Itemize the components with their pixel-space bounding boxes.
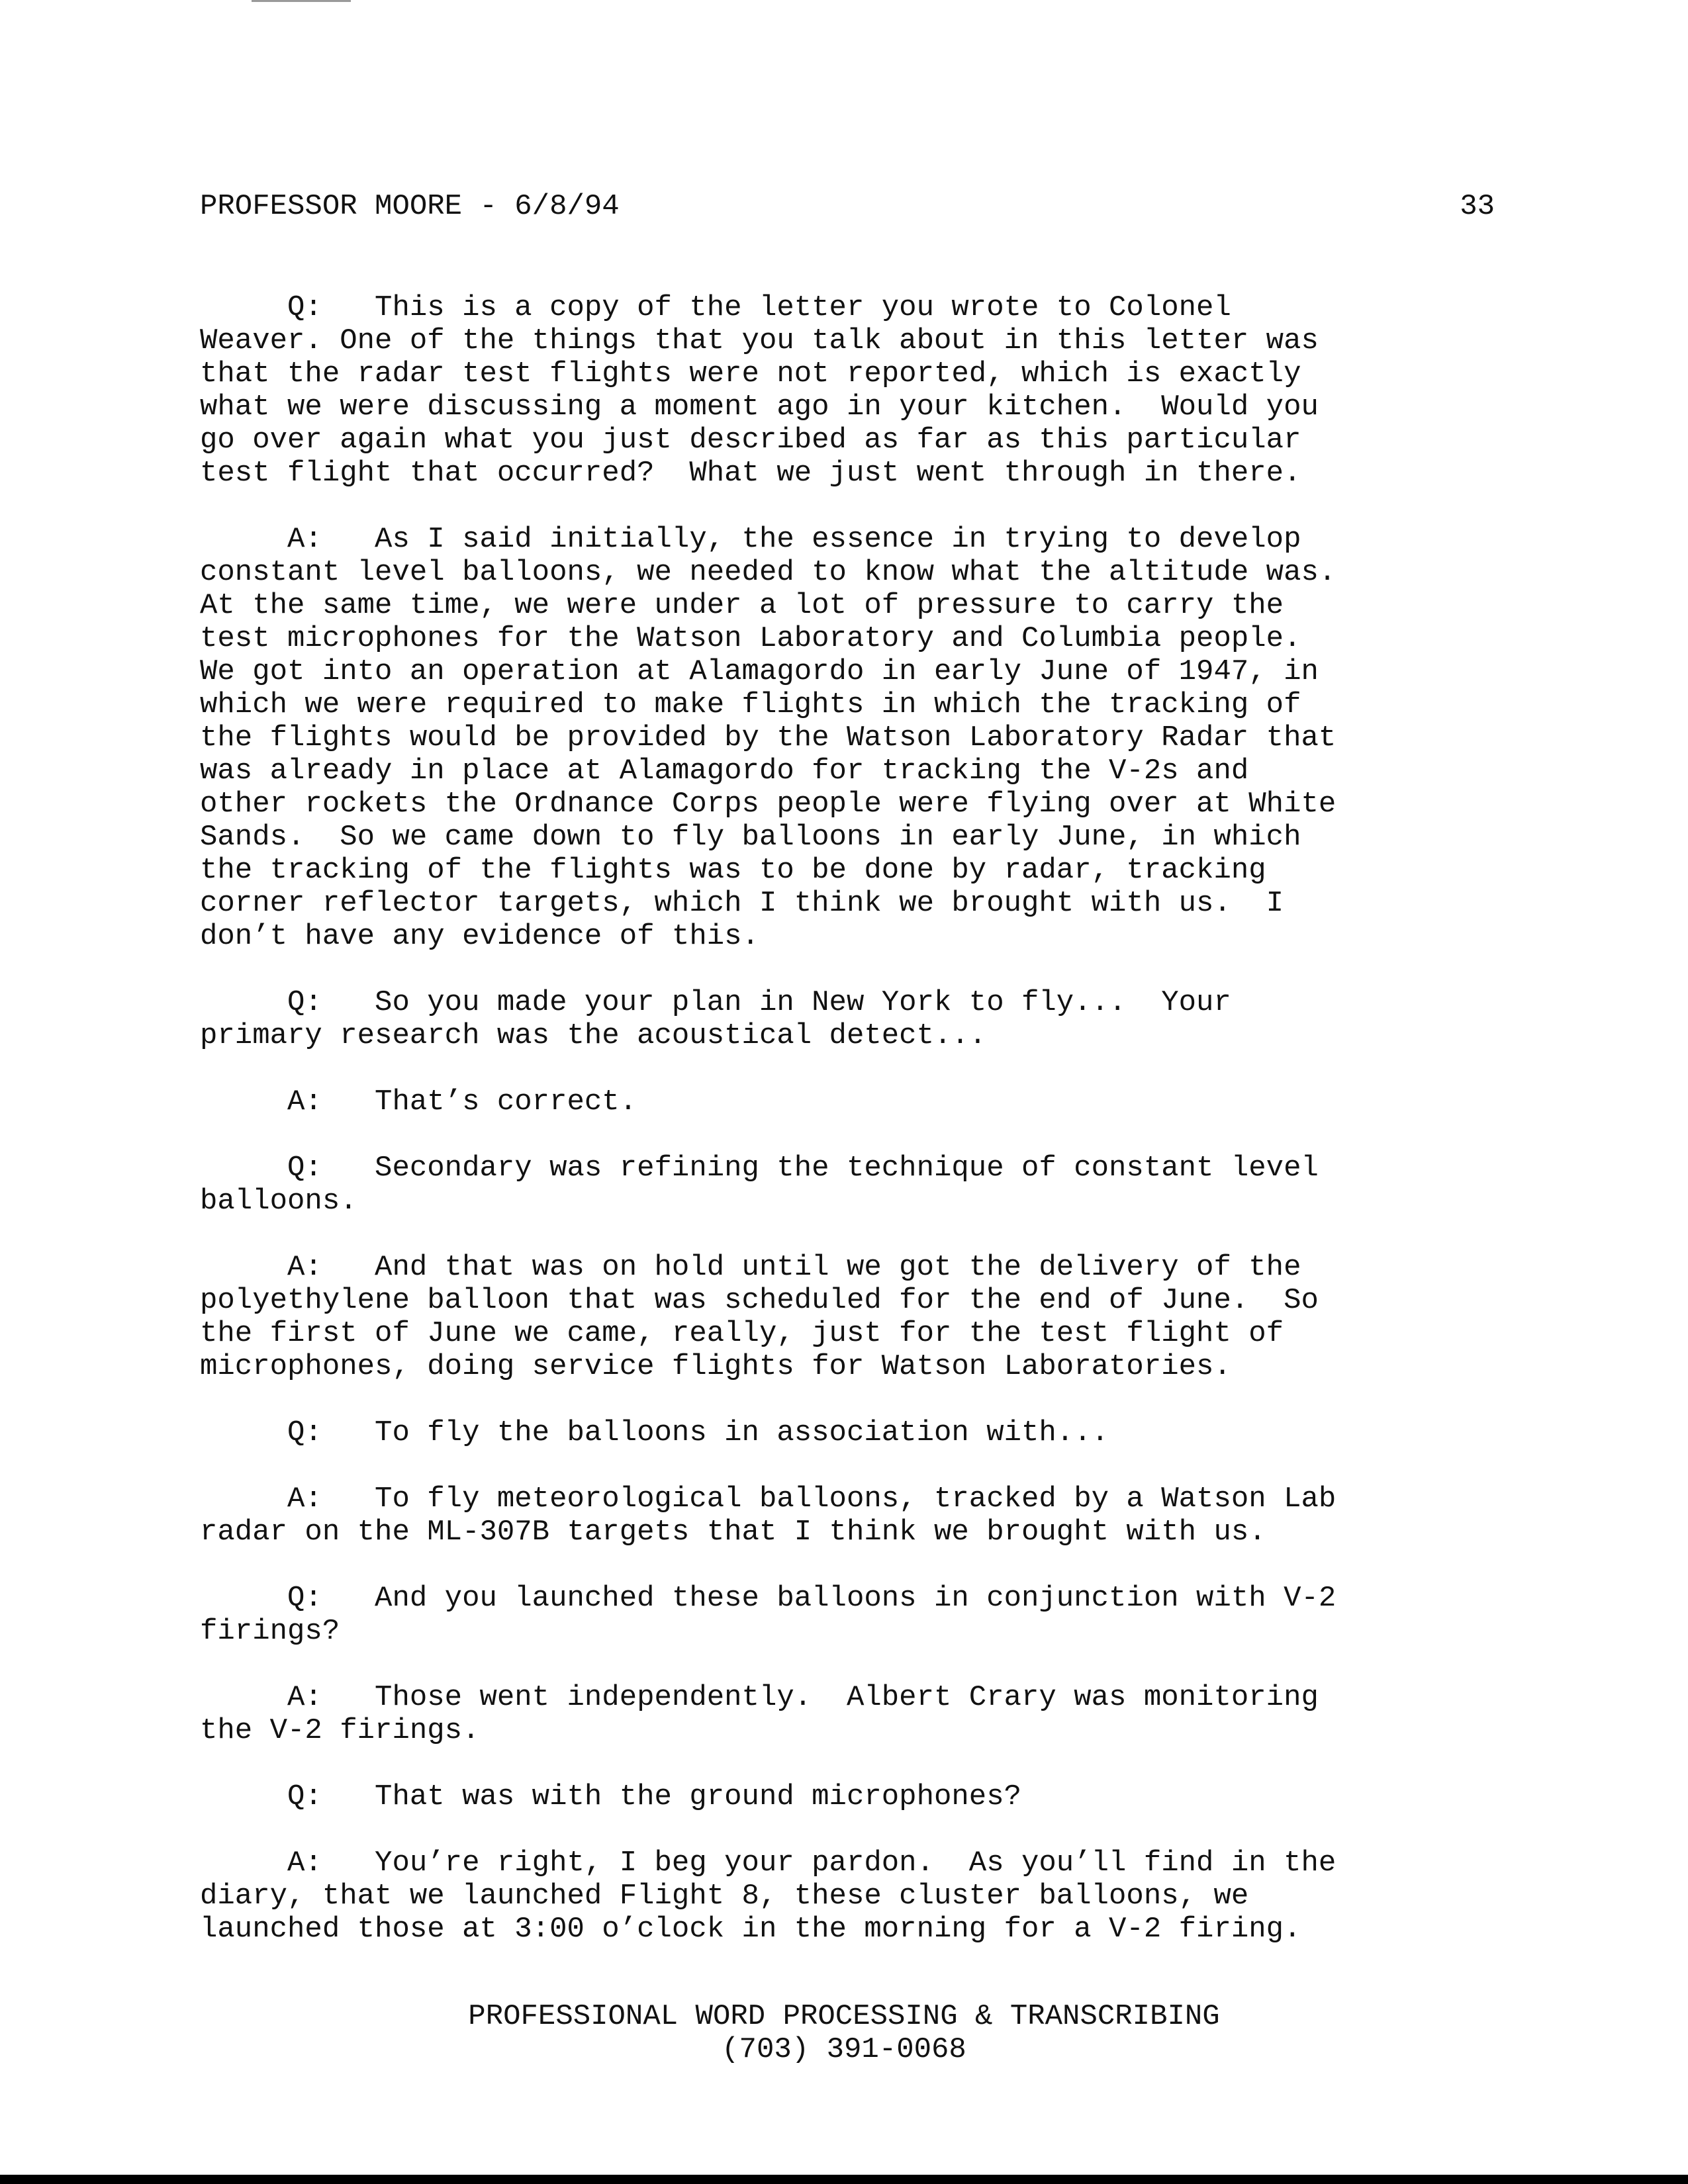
transcript-body bbox=[200, 291, 1497, 1979]
paragraph-10 bbox=[200, 1681, 1497, 1747]
text-line: that the radar test flights were not reported, which is exactly bbox=[200, 357, 1301, 390]
text-line: microphones, doing service flights for Watson Laboratories. bbox=[200, 1350, 1231, 1383]
footer-phone: (703) 391-0068 bbox=[722, 2033, 966, 2066]
paragraph-12 bbox=[200, 1846, 1497, 1946]
text-line: firings? bbox=[200, 1615, 340, 1648]
running-header bbox=[200, 187, 1495, 226]
paragraph-5 bbox=[200, 1152, 1497, 1218]
text-line: Q: This is a copy of the letter you wrote to Colonel bbox=[200, 291, 1231, 324]
text-line: primary research was the acoustical detect... bbox=[200, 1019, 987, 1052]
paragraph-1 bbox=[200, 291, 1497, 490]
text-line: A: As I said initially, the essence in trying to develop bbox=[200, 523, 1301, 556]
scan-artifact-bottom bbox=[0, 2175, 1688, 2184]
paragraph-8 bbox=[200, 1482, 1497, 1549]
text-line: Sands. So we came down to fly balloons in early June, in which bbox=[200, 821, 1301, 854]
text-line: Q: That was with the ground microphones? bbox=[200, 1780, 1022, 1813]
text-line: launched those at 3:00 o’clock in the morning for a V-2 firing. bbox=[200, 1913, 1301, 1946]
text-line: what we were discussing a moment ago in your kitchen. Would you bbox=[200, 390, 1319, 424]
text-line: We got into an operation at Alamagordo in early June of 1947, in bbox=[200, 655, 1319, 688]
header-title: PROFESSOR MOORE - 6/8/94 bbox=[200, 190, 620, 223]
text-line: A: Those went independently. Albert Crary was monitoring bbox=[200, 1681, 1319, 1714]
text-line: the flights would be provided by the Watson Laboratory Radar that bbox=[200, 721, 1336, 754]
paragraph-6 bbox=[200, 1251, 1497, 1383]
paragraph-7 bbox=[200, 1416, 1497, 1449]
paragraph-3 bbox=[200, 986, 1497, 1052]
paragraph-4 bbox=[200, 1085, 1497, 1118]
text-line: constant level balloons, we needed to know what the altitude was. bbox=[200, 556, 1336, 589]
text-line: corner reflector targets, which I think we brought with us. I bbox=[200, 887, 1284, 920]
text-line: A: You’re right, I beg your pardon. As you’ll find in the bbox=[200, 1846, 1336, 1880]
paragraph-11 bbox=[200, 1780, 1497, 1813]
text-line: which we were required to make flights in which the tracking of bbox=[200, 688, 1301, 721]
text-line: the tracking of the flights was to be done by radar, tracking bbox=[200, 854, 1266, 887]
page-number: 33 bbox=[1460, 190, 1495, 223]
text-line: Q: To fly the balloons in association with... bbox=[200, 1416, 1109, 1449]
text-line: Q: So you made your plan in New York to fly... Your bbox=[200, 986, 1231, 1019]
text-line: A: And that was on hold until we got the delivery of the bbox=[200, 1251, 1301, 1284]
text-line: radar on the ML-307B targets that I think we brought with us. bbox=[200, 1516, 1266, 1549]
text-line: other rockets the Ordnance Corps people were flying over at White bbox=[200, 788, 1336, 821]
text-line: test microphones for the Watson Laboratory and Columbia people. bbox=[200, 622, 1301, 655]
text-line: go over again what you just described as far as this particular bbox=[200, 424, 1301, 457]
text-line: A: That’s correct. bbox=[200, 1085, 637, 1118]
text-line: test flight that occurred? What we just went through in there. bbox=[200, 457, 1301, 490]
text-line: Q: And you launched these balloons in conjunction with V-2 bbox=[200, 1582, 1336, 1615]
paragraph-2 bbox=[200, 523, 1497, 953]
text-line: diary, that we launched Flight 8, these cluster balloons, we bbox=[200, 1880, 1249, 1913]
paragraph-9 bbox=[200, 1582, 1497, 1648]
text-line: the V-2 firings. bbox=[200, 1714, 480, 1747]
text-line: A: To fly meteorological balloons, tracked by a Watson Lab bbox=[200, 1482, 1336, 1516]
text-line: Q: Secondary was refining the technique of constant level bbox=[200, 1152, 1319, 1185]
text-line: don’t have any evidence of this. bbox=[200, 920, 759, 953]
text-line: was already in place at Alamagordo for tracking the V-2s and bbox=[200, 754, 1249, 788]
scan-artifact-top bbox=[252, 0, 351, 2]
text-line: At the same time, we were under a lot of pressure to carry the bbox=[200, 589, 1284, 622]
page-footer bbox=[0, 2000, 1688, 2066]
text-line: polyethylene balloon that was scheduled for the end of June. So bbox=[200, 1284, 1319, 1317]
text-line: the first of June we came, really, just for the test flight of bbox=[200, 1317, 1284, 1350]
text-line: Weaver. One of the things that you talk about in this letter was bbox=[200, 324, 1319, 357]
text-line: balloons. bbox=[200, 1185, 357, 1218]
footer-company: PROFESSIONAL WORD PROCESSING & TRANSCRIBING bbox=[468, 2000, 1220, 2033]
